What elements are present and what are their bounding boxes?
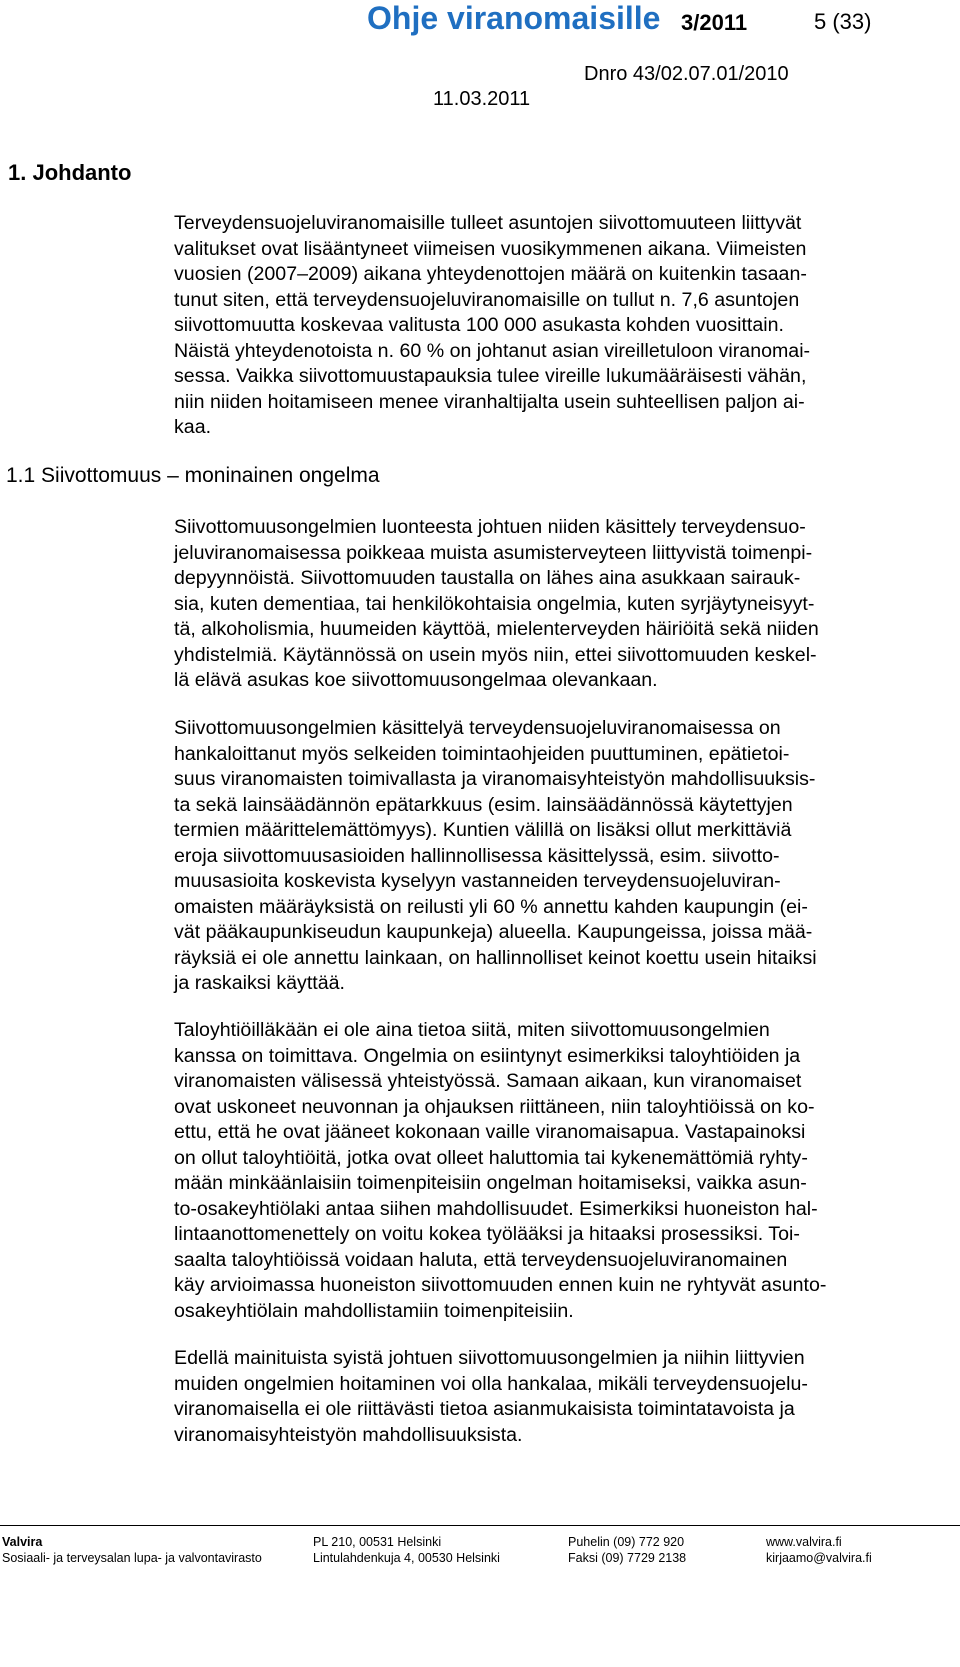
record-number: Dnro 43/02.07.01/2010 bbox=[584, 63, 789, 85]
paragraph-1 bbox=[174, 211, 914, 441]
text-line: eroja siivottomuusasioiden hallinnollisessa käsittelyssä, esim. siivotto- bbox=[174, 844, 780, 867]
text-line: muiden ongelmien hoitaminen voi olla hankalaa, mikäli terveydensuojelu- bbox=[174, 1372, 808, 1395]
text-line: tunut siten, että terveydensuojeluviranomaisille on tullut n. 7,6 asuntojen bbox=[174, 288, 800, 311]
text-line: tä, alkoholismia, huumeiden käyttöä, mielenterveyden häiriöitä sekä niiden bbox=[174, 618, 819, 640]
text-line: mään minkäänlaisiin toimenpiteisiin ongelman hoitamiseksi, vaikka asun- bbox=[174, 1172, 807, 1194]
paragraph-5 bbox=[174, 1346, 914, 1448]
text-line: Siivottomuusongelmien luonteesta johtuen niiden käsittely terveydensuo- bbox=[174, 516, 806, 538]
text-line: ta sekä lainsäädännön epätarkkuus (esim. lainsäädännössä käytettyjen bbox=[174, 793, 793, 816]
document-date: 11.03.2011 bbox=[433, 88, 531, 110]
text-line: käy arvioimassa huoneiston siivottomuuden ennen kuin ne ryhtyvät asunto- bbox=[174, 1274, 827, 1296]
text-line: vuosien (2007–2009) aikana yhteydenottojen määrä on kuitenkin tasaan- bbox=[174, 263, 807, 285]
footer-organization-full: Sosiaali- ja terveysalan lupa- ja valvontavirasto bbox=[2, 1551, 262, 1565]
text-line: muusasioita koskevista kyselyyn vastanneiden terveydensuojeluviran- bbox=[174, 870, 781, 892]
paragraph-2 bbox=[174, 515, 914, 694]
text-line: Siivottomuusongelmien käsittelyä terveydensuojeluviranomaisessa on bbox=[174, 717, 781, 739]
text-line: niin niiden hoitamiseen menee viranhaltijalta usein suhteellisen paljon ai- bbox=[174, 390, 805, 413]
text-line: on ollut taloyhtiöitä, jotka ovat olleet haluttomia tai kykenemättömiä ryhty- bbox=[174, 1146, 808, 1169]
text-line: depyynnöistä. Siivottomuuden taustalla on lähes aina asukkaan sairauk- bbox=[174, 567, 801, 589]
text-line: sessa. Vaikka siivottomuustapauksia tulee vireille lukumääräisesti vähän, bbox=[174, 365, 807, 387]
text-line: valitukset ovat lisääntyneet viimeisen vuosikymmenen aikana. Viimeisten bbox=[174, 237, 807, 260]
footer-email-link[interactable]: kirjaamo@valvira.fi bbox=[766, 1551, 872, 1565]
text-line: ettu, että he ovat jääneet kokonaan vaille viranomaisapua. Vastapainoksi bbox=[174, 1121, 806, 1143]
text-line: ovat uskoneet neuvonnan ja ohjauksen riittäneen, niin taloyhtiöissä on ko- bbox=[174, 1095, 815, 1118]
text-line: kanssa on toimittava. Ongelmia on esiintynyt esimerkiksi taloyhtiöiden ja bbox=[174, 1044, 801, 1067]
text-line: Terveydensuojeluviranomaisille tulleet asuntojen siivottomuuteen liittyvät bbox=[174, 212, 802, 234]
page-number: 5 (33) bbox=[814, 9, 872, 34]
subsection-heading: 1.1 Siivottomuus – moninainen ongelma bbox=[6, 464, 380, 487]
text-line: kaa. bbox=[174, 416, 212, 438]
text-line: siivottomuutta koskevaa valitusta 100 000 asukasta kohden vuosittain. bbox=[174, 314, 784, 336]
text-line: lintaanottomenettely on voitu kokea työlääksi ja hitaaksi prosessiksi. Toi- bbox=[174, 1223, 800, 1245]
paragraph-4 bbox=[174, 1018, 914, 1324]
section-heading-introduction: 1. Johdanto bbox=[8, 160, 132, 185]
text-line: saalta taloyhtiöissä voidaan haluta, että terveydensuojeluviranomainen bbox=[174, 1248, 788, 1271]
footer-postal-address: PL 210, 00531 Helsinki bbox=[313, 1535, 442, 1549]
text-line: Taloyhtiöilläkään ei ole aina tietoa siitä, miten siivottomuusongelmien bbox=[174, 1019, 770, 1041]
paragraph-3 bbox=[174, 716, 914, 997]
text-line: Näistä yhteydenotoista n. 60 % on johtanut asian vireilletuloon viranomai- bbox=[174, 339, 811, 362]
text-line: viranomaisyhteistyön mahdollisuuksista. bbox=[174, 1423, 523, 1446]
text-line: osakeyhtiölain mahdollistamiin toimenpiteisiin. bbox=[174, 1299, 574, 1322]
text-line: lä elävä asukas koe siivottomuusongelmaa olevankaan. bbox=[174, 669, 658, 691]
text-line: viranomaisten välisessä yhteistyössä. Samaan aikaan, kun viranomaiset bbox=[174, 1070, 802, 1092]
footer-divider bbox=[0, 1525, 960, 1526]
text-line: to-osakeyhtiölaki antaa siihen mahdollisuudet. Esimerkiksi huoneiston hal- bbox=[174, 1197, 818, 1220]
document-title: Ohje viranomaisille bbox=[367, 0, 661, 36]
footer-organization: Valvira bbox=[2, 1535, 43, 1549]
text-line: ja raskaiksi käyttää. bbox=[174, 972, 345, 994]
text-line: suus viranomaisten toimivallasta ja viranomaisyhteistyön mahdollisuuksis- bbox=[174, 768, 816, 790]
text-line: räyksiä ei ole annettu lainkaan, on hallinnolliset keinot koettu usein hitaiksi bbox=[174, 946, 817, 969]
text-line: hankaloittanut myös selkeiden toimintaohjeiden puuttuminen, epätietoi- bbox=[174, 742, 790, 765]
text-line: omaisten määräyksistä on reilusti yli 60 % annettu kahden kaupungin (ei- bbox=[174, 895, 808, 918]
footer-fax: Faksi (09) 7729 2138 bbox=[568, 1551, 687, 1565]
document-number: 3/2011 bbox=[681, 10, 748, 35]
text-line: yhdistelmiä. Käytännössä on usein myös niin, ettei siivottomuuden keskel- bbox=[174, 643, 817, 666]
text-line: Edellä mainituista syistä johtuen siivottomuusongelmien ja niihin liittyvien bbox=[174, 1347, 805, 1369]
text-line: viranomaisella ei ole riittävästi tietoa asianmukaisista toimintatavoista ja bbox=[174, 1398, 795, 1420]
text-line: sia, kuten dementiaa, tai henkilökohtaisia ongelmia, kuten syrjäytyneisyyt- bbox=[174, 592, 815, 615]
text-line: jeluviranomaisessa poikkeaa muista asumisterveyteen liittyvistä toimenpi- bbox=[174, 541, 813, 564]
footer-phone: Puhelin (09) 772 920 bbox=[568, 1535, 685, 1549]
text-line: vät pääkaupunkiseudun kaupunkeja) alueella. Kaupungeissa, joissa mää- bbox=[174, 921, 813, 943]
footer-website-link[interactable]: www.valvira.fi bbox=[766, 1535, 842, 1549]
footer-street-address: Lintulahdenkuja 4, 00530 Helsinki bbox=[313, 1551, 500, 1565]
text-line: termien määrittelemättömyys). Kuntien välillä on lisäksi ollut merkittäviä bbox=[174, 819, 792, 841]
